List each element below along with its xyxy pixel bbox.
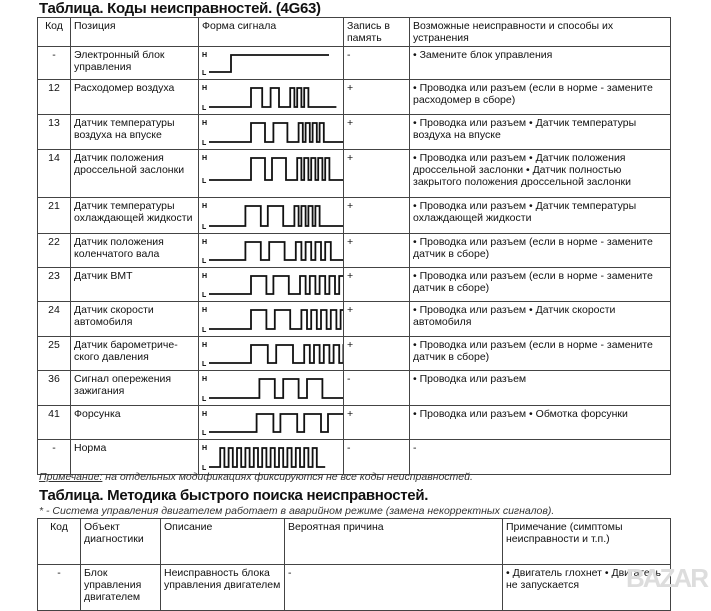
table1-title: Таблица. Коды неисправностей. (4G63) — [39, 0, 321, 17]
row-code: 12 — [38, 80, 71, 115]
signal-label-low: L — [202, 361, 207, 368]
row-faults: • Проводка или разъем (если в норме - замените датчик в сборе) — [410, 268, 671, 302]
row-position: Датчик положения дроссельной заслонки — [71, 150, 199, 198]
row-memory: + — [344, 406, 410, 440]
header-code: Код — [38, 18, 71, 47]
signal-label-high: H — [202, 342, 208, 349]
waveform-line — [209, 310, 344, 329]
row-position: Датчик температуры воздуха на впуске — [71, 115, 199, 150]
waveform-line — [209, 158, 344, 180]
row-memory: + — [344, 268, 410, 302]
signal-label-high: H — [202, 120, 208, 127]
table-row — [38, 234, 671, 268]
table2-subtitle: * - Система управления двигателем работает в аварийном режиме (замена некорректных сигналов). — [39, 505, 555, 517]
signal-label-high: H — [202, 239, 208, 246]
row-faults: • Проводка или разъем (если в норме - замените датчик в сборе) — [410, 234, 671, 268]
table-row — [38, 302, 671, 337]
table-row — [38, 150, 671, 198]
row-position: Электронный блок управления — [71, 47, 199, 80]
header-description: Описание — [161, 519, 285, 565]
signal-waveform — [199, 268, 344, 302]
table-row — [38, 406, 671, 440]
signal-waveform — [199, 406, 344, 440]
waveform-line — [209, 123, 344, 142]
row-memory: - — [344, 440, 410, 475]
row-code: 23 — [38, 268, 71, 302]
header-cause: Вероятная причина — [285, 519, 503, 565]
signal-label-low: L — [202, 292, 207, 299]
row-memory: - — [344, 371, 410, 406]
signal-label-high: H — [202, 52, 208, 59]
waveform-line — [209, 55, 329, 72]
row-code: - — [38, 47, 71, 80]
signal-label-high: H — [202, 273, 208, 280]
row-memory: + — [344, 302, 410, 337]
signal-label-high: H — [202, 445, 208, 452]
row-memory: + — [344, 80, 410, 115]
signal-label-low: L — [202, 430, 207, 437]
note-label: Примечание: — [39, 471, 103, 483]
signal-waveform — [199, 337, 344, 371]
row-memory: + — [344, 150, 410, 198]
table-row — [38, 198, 671, 234]
waveform-line — [209, 88, 336, 107]
signal-waveform — [199, 234, 344, 268]
signal-label-high: H — [202, 203, 208, 210]
watermark-logo: BAZAR — [626, 563, 707, 593]
signal-waveform — [199, 115, 344, 150]
row-code: 25 — [38, 337, 71, 371]
table-header-row — [38, 18, 671, 47]
waveform-line — [209, 242, 344, 260]
row-position: Норма — [71, 440, 199, 475]
row-position: Датчик барометриче-ского давления — [71, 337, 199, 371]
signal-waveform — [199, 302, 344, 337]
table-row — [38, 371, 671, 406]
row-code: 41 — [38, 406, 71, 440]
signal-label-low: L — [202, 465, 207, 472]
table-row — [38, 337, 671, 371]
signal-label-low: L — [202, 178, 207, 185]
row-faults: • Проводка или разъем — [410, 371, 671, 406]
row-memory: + — [344, 234, 410, 268]
table-row — [38, 80, 671, 115]
header-signal: Форма сигнала — [199, 18, 344, 47]
note — [39, 471, 473, 483]
signal-waveform — [199, 198, 344, 234]
table-header-row — [38, 519, 671, 565]
row-code: 13 — [38, 115, 71, 150]
waveform-line — [209, 206, 344, 226]
waveform-line — [209, 414, 344, 432]
table-row — [38, 47, 671, 80]
note-text: на отдельных модификациях фиксируются не все коды неисправностей. — [102, 471, 473, 483]
row-position: Форсунка — [71, 406, 199, 440]
row-position: Датчик скорости автомобиля — [71, 302, 199, 337]
row-faults: • Проводка или разъем (если в норме - замените датчик в сборе) — [410, 337, 671, 371]
row-remark: • Двигатель глохнет • Двигатель не запускается — [503, 565, 671, 611]
row-faults: • Проводка или разъем • Датчик температуры охлаждающей жидкости — [410, 198, 671, 234]
signal-label-low: L — [202, 105, 207, 112]
signal-waveform — [199, 47, 344, 80]
row-code: 21 — [38, 198, 71, 234]
header-memory: Запись в память — [344, 18, 410, 47]
table-row — [38, 268, 671, 302]
row-faults: • Замените блок управления — [410, 47, 671, 80]
header-faults: Возможные неисправности и способы их устранения — [410, 18, 671, 47]
row-object: Блок управления двигателем — [81, 565, 161, 611]
row-memory: + — [344, 115, 410, 150]
signal-waveform — [199, 150, 344, 198]
waveform-line — [209, 345, 344, 363]
row-code: 36 — [38, 371, 71, 406]
header-object: Объект диагностики — [81, 519, 161, 565]
signal-label-low: L — [202, 140, 207, 147]
row-faults: • Проводка или разъем • Датчик скорости автомобиля — [410, 302, 671, 337]
row-memory: + — [344, 337, 410, 371]
row-position: Сигнал опережения зажигания — [71, 371, 199, 406]
row-position: Расходомер воздуха — [71, 80, 199, 115]
signal-label-low: L — [202, 70, 207, 77]
row-description: Неисправность блока управления двигателем — [161, 565, 285, 611]
row-code: - — [38, 440, 71, 475]
row-position: Датчик температуры охлаждающей жидкости — [71, 198, 199, 234]
header-remark: Примечание (симптомы неисправности и т.п.) — [503, 519, 671, 565]
waveform-line — [209, 276, 344, 294]
signal-label-high: H — [202, 85, 208, 92]
row-code: - — [38, 565, 81, 611]
signal-waveform — [199, 371, 344, 406]
table-row — [38, 565, 671, 611]
signal-label-low: L — [202, 224, 207, 231]
signal-label-low: L — [202, 327, 207, 334]
row-cause: - — [285, 565, 503, 611]
signal-label-low: L — [202, 258, 207, 265]
row-code: 24 — [38, 302, 71, 337]
header-position: Позиция — [71, 18, 199, 47]
quick-search-table — [37, 518, 671, 611]
row-faults: - — [410, 440, 671, 475]
row-faults: • Проводка или разъем • Обмотка форсунки — [410, 406, 671, 440]
row-position: Датчик положения коленчатого вала — [71, 234, 199, 268]
waveform-line — [209, 379, 344, 398]
signal-label-high: H — [202, 155, 208, 162]
signal-label-high: H — [202, 411, 208, 418]
waveform-line — [209, 448, 325, 467]
row-memory: - — [344, 47, 410, 80]
table-row — [38, 115, 671, 150]
row-faults: • Проводка или разъем • Датчик положения дроссельной заслонки • Датчик полностью закрытого положения дроссельной заслонки — [410, 150, 671, 198]
fault-codes-table — [37, 17, 671, 475]
signal-waveform — [199, 440, 344, 475]
row-memory: + — [344, 198, 410, 234]
signal-label-high: H — [202, 307, 208, 314]
row-faults: • Проводка или разъем (если в норме - замените расходомер в сборе) — [410, 80, 671, 115]
row-position: Датчик ВМТ — [71, 268, 199, 302]
row-faults: • Проводка или разъем • Датчик температуры воздуха на впуске — [410, 115, 671, 150]
row-code: 22 — [38, 234, 71, 268]
row-code: 14 — [38, 150, 71, 198]
header-code: Код — [38, 519, 81, 565]
signal-waveform — [199, 80, 344, 115]
table2-title: Таблица. Методика быстрого поиска неисправностей. — [39, 487, 429, 504]
table-row — [38, 440, 671, 475]
signal-label-low: L — [202, 396, 207, 403]
signal-label-high: H — [202, 376, 208, 383]
